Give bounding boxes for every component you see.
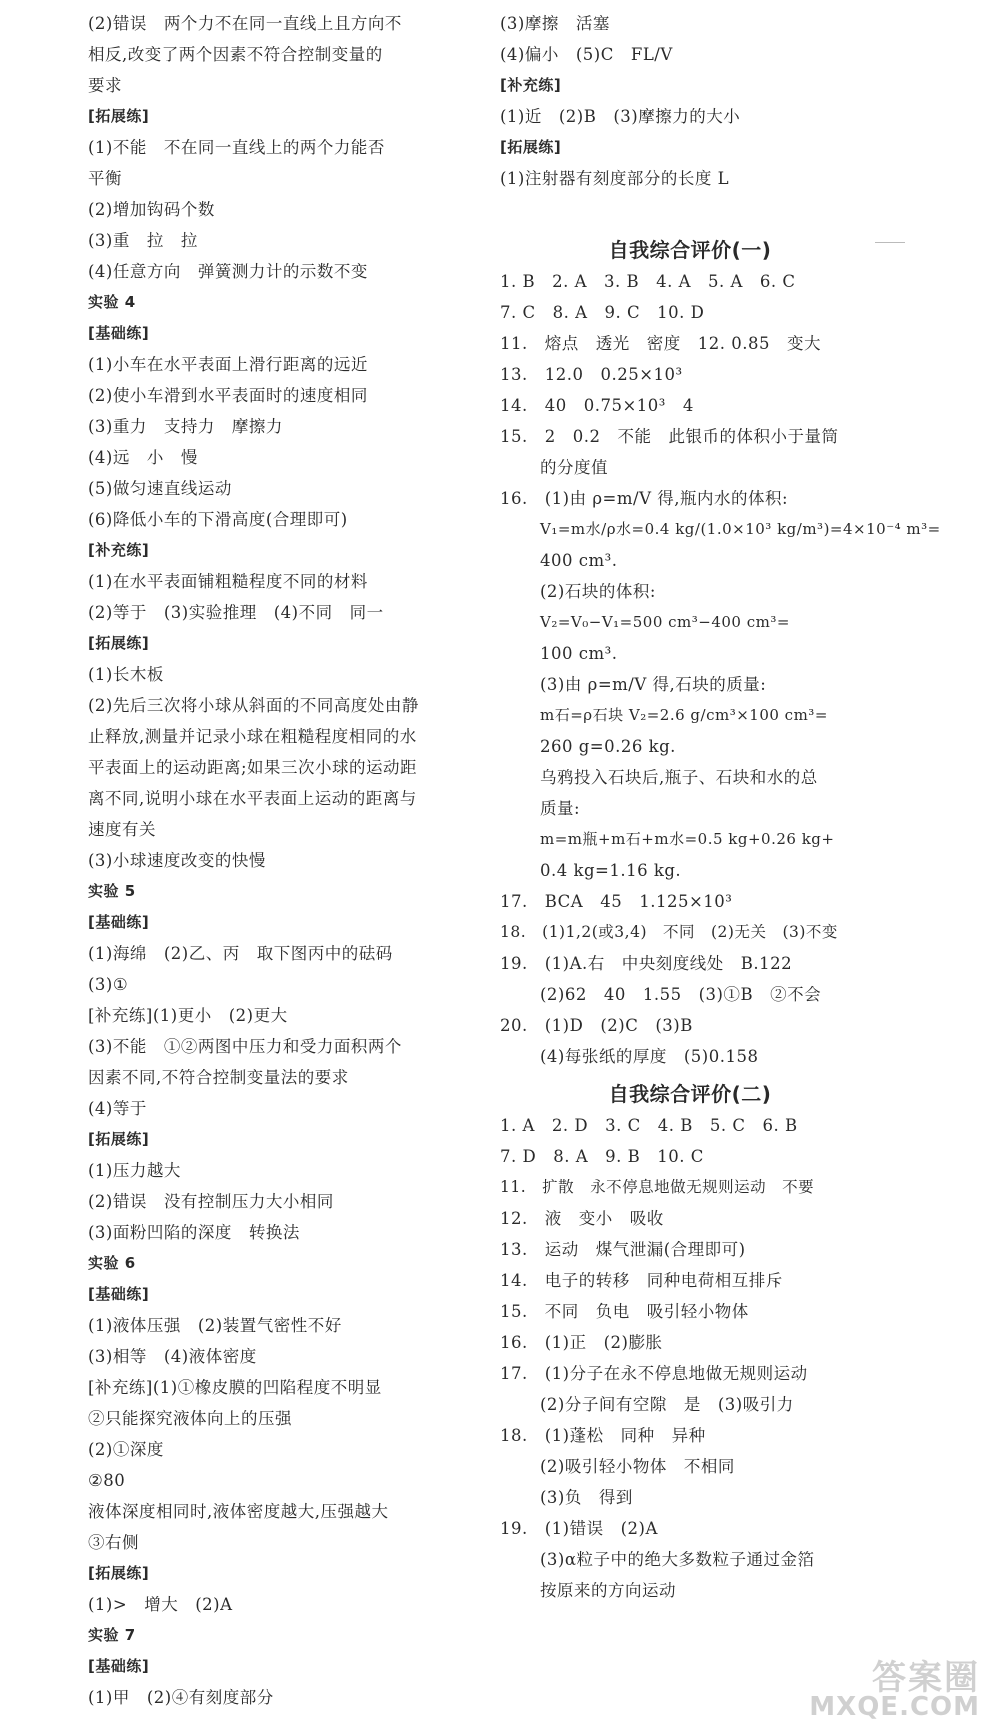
answer-line: 13. 12.0 0.25×10³ — [500, 365, 683, 384]
answer-line: 19. (1)错误 (2)A — [500, 1519, 658, 1538]
answer-line: 1. A 2. D 3. C 4. B 5. C 6. B — [500, 1116, 798, 1135]
section-label: [拓展练] — [88, 1130, 150, 1148]
answer-line: (3)摩擦 活塞 — [500, 14, 610, 33]
answer-line: [补充练](1)①橡皮膜的凹陷程度不明显 — [88, 1378, 382, 1397]
answer-line: 15. 2 0.2 不能 此银币的体积小于量筒 — [500, 427, 839, 446]
answer-line: (2)62 40 1.55 (3)①B ②不会 — [540, 985, 822, 1004]
answer-line: (2)先后三次将小球从斜面的不同高度处由静 — [88, 696, 419, 715]
section-label: [基础练] — [88, 324, 150, 342]
answer-line: (1)在水平表面铺粗糙程度不同的材料 — [88, 572, 368, 591]
answer-line: (3)相等 (4)液体密度 — [88, 1347, 257, 1366]
section-label: [拓展练] — [88, 634, 150, 652]
answer-line: (2)等于 (3)实验推理 (4)不同 同一 — [88, 603, 384, 622]
answer-line: 18. (1)蓬松 同种 异种 — [500, 1426, 706, 1445]
equation-line: m=m瓶+m石+m水=0.5 kg+0.26 kg+ — [540, 830, 835, 848]
answer-line: (1)近 (2)B (3)摩擦力的大小 — [500, 107, 741, 126]
answer-line: (1)小车在水平表面上滑行距离的远近 — [88, 355, 368, 374]
section-label: [基础练] — [88, 913, 150, 931]
section-title-1: 自我综合评价(一) — [608, 238, 772, 262]
answer-line: (3)α粒子中的绝大多数粒子通过金箔 — [540, 1550, 815, 1569]
experiment-heading: 实验 4 — [88, 293, 136, 311]
answer-line: (3)不能 ①②两图中压力和受力面积两个 — [88, 1037, 402, 1056]
section-label: [补充练] — [88, 541, 150, 559]
answer-line: (4)任意方向 弹簧测力计的示数不变 — [88, 262, 368, 281]
answer-line: (5)做匀速直线运动 — [88, 479, 232, 498]
answer-line: 乌鸦投入石块后,瓶子、石块和水的总 — [540, 768, 818, 787]
answer-line: (3)小球速度改变的快慢 — [88, 851, 266, 870]
experiment-heading: 实验 5 — [88, 882, 136, 900]
answer-line: 质量: — [540, 799, 581, 818]
answer-line: 11. 熔点 透光 密度 12. 0.85 变大 — [500, 334, 821, 353]
section-label: [补充练] — [500, 76, 562, 94]
answer-line: 13. 运动 煤气泄漏(合理即可) — [500, 1240, 746, 1259]
watermark-text: 答案圈 — [872, 1658, 980, 1698]
answer-line: 7. D 8. A 9. B 10. C — [500, 1147, 704, 1166]
experiment-heading: 实验 7 — [88, 1626, 136, 1644]
equation-line: V₁=m水/ρ水=0.4 kg/(1.0×10³ kg/m³)=4×10⁻⁴ m³= — [540, 520, 941, 538]
answer-line: (4)远 小 慢 — [88, 448, 198, 467]
answer-line: 速度有关 — [88, 820, 156, 839]
answer-line: 16. (1)正 (2)膨胀 — [500, 1333, 663, 1352]
answer-line: 100 cm³. — [540, 644, 618, 663]
section-label: [拓展练] — [88, 107, 150, 125]
answer-line: 0.4 kg=1.16 kg. — [540, 861, 682, 880]
answer-line: 18. (1)1,2(或3,4) 不同 (2)无关 (3)不变 — [500, 923, 838, 941]
answer-line: (2)石块的体积: — [540, 582, 656, 601]
answer-line: (1)压力越大 — [88, 1161, 181, 1180]
answer-line: 要求 — [88, 76, 122, 95]
section-label: [基础练] — [88, 1657, 150, 1675]
answer-line: 17. BCA 45 1.125×10³ — [500, 892, 733, 911]
answer-line: 的分度值 — [540, 458, 608, 477]
answer-line: (2)增加钩码个数 — [88, 200, 215, 219]
answer-line: 液体深度相同时,液体密度越大,压强越大 — [88, 1502, 389, 1521]
right-column — [500, 8, 941, 1606]
answer-line: 20. (1)D (2)C (3)B — [500, 1016, 693, 1035]
watermark-logo — [790, 1650, 990, 1724]
answer-line: ②只能探究液体向上的压强 — [88, 1409, 292, 1428]
answer-line: (2)使小车滑到水平表面时的速度相同 — [88, 386, 368, 405]
answer-line: 1. B 2. A 3. B 4. A 5. A 6. C — [500, 272, 796, 291]
left-column — [88, 8, 478, 1713]
answer-line: (6)降低小车的下滑高度(合理即可) — [88, 510, 348, 529]
answer-line: 260 g=0.26 kg. — [540, 737, 676, 756]
answer-line: 16. (1)由 ρ=m/V 得,瓶内水的体积: — [500, 489, 789, 508]
answer-line: (1)海绵 (2)乙、丙 取下图丙中的砝码 — [88, 944, 393, 963]
answer-line: 平表面上的运动距离;如果三次小球的运动距 — [88, 758, 418, 777]
section-label: [拓展练] — [500, 138, 562, 156]
section-label: [基础练] — [88, 1285, 150, 1303]
answer-line: 15. 不同 负电 吸引轻小物体 — [500, 1302, 749, 1321]
answer-line: (1)甲 (2)④有刻度部分 — [88, 1688, 274, 1707]
answer-line: (4)偏小 (5)C FL/V — [500, 45, 673, 64]
answer-line: (1)不能 不在同一直线上的两个力能否 — [88, 138, 385, 157]
answer-line: (2)吸引轻小物体 不相同 — [540, 1457, 735, 1476]
section-label: [拓展练] — [88, 1564, 150, 1582]
answer-line: (3)面粉凹陷的深度 转换法 — [88, 1223, 300, 1242]
answer-line: (3)① — [88, 975, 129, 994]
answer-line: [补充练](1)更小 (2)更大 — [88, 1006, 288, 1025]
answer-line: 7. C 8. A 9. C 10. D — [500, 303, 705, 322]
answer-line: (1)液体压强 (2)装置气密性不好 — [88, 1316, 342, 1335]
answer-line: (1)注射器有刻度部分的长度 L — [500, 169, 730, 188]
answer-line: 17. (1)分子在永不停息地做无规则运动 — [500, 1364, 808, 1383]
divider — [875, 242, 905, 243]
answer-line: 12. 液 变小 吸收 — [500, 1209, 664, 1228]
answer-line: (1)长木板 — [88, 665, 164, 684]
answer-line: (3)负 得到 — [540, 1488, 633, 1507]
answer-line: 平衡 — [88, 169, 122, 188]
answer-line: 止释放,测量并记录小球在粗糙程度相同的水 — [88, 727, 417, 746]
answer-line: (3)重 拉 拉 — [88, 231, 198, 250]
answer-line: 按原来的方向运动 — [540, 1581, 676, 1600]
answer-line: (2)错误 没有控制压力大小相同 — [88, 1192, 334, 1211]
answer-line: (3)由 ρ=m/V 得,石块的质量: — [540, 675, 767, 694]
answer-line: (2)①深度 — [88, 1440, 164, 1459]
answer-line: (2)错误 两个力不在同一直线上且方向不 — [88, 14, 402, 33]
answer-line: 14. 40 0.75×10³ 4 — [500, 396, 694, 415]
answer-line: 14. 电子的转移 同种电荷相互排斥 — [500, 1271, 783, 1290]
answer-line: 因素不同,不符合控制变量法的要求 — [88, 1068, 349, 1087]
answer-line: (1)> 增大 (2)A — [88, 1595, 233, 1614]
equation-line: m石=ρ石块 V₂=2.6 g/cm³×100 cm³= — [540, 706, 828, 724]
answer-line: (4)等于 — [88, 1099, 147, 1118]
answer-line: 离不同,说明小球在水平表面上运动的距离与 — [88, 789, 417, 808]
answer-line: 19. (1)A.右 中央刻度线处 B.122 — [500, 954, 793, 973]
answer-line: 400 cm³. — [540, 551, 618, 570]
equation-line: V₂=V₀−V₁=500 cm³−400 cm³= — [540, 613, 790, 631]
answer-line: (4)每张纸的厚度 (5)0.158 — [540, 1047, 759, 1066]
answer-line: (2)分子间有空隙 是 (3)吸引力 — [540, 1395, 794, 1414]
section-title-2: 自我综合评价(二) — [608, 1082, 772, 1106]
answer-line: ③右侧 — [88, 1533, 139, 1552]
watermark-url: MXQE.COM — [809, 1692, 980, 1722]
answer-line: (3)重力 支持力 摩擦力 — [88, 417, 283, 436]
answer-line: 11. 扩散 永不停息地做无规则运动 不要 — [500, 1178, 815, 1196]
experiment-heading: 实验 6 — [88, 1254, 136, 1272]
answer-line: ②80 — [88, 1471, 126, 1490]
answer-line: 相反,改变了两个因素不符合控制变量的 — [88, 45, 383, 64]
